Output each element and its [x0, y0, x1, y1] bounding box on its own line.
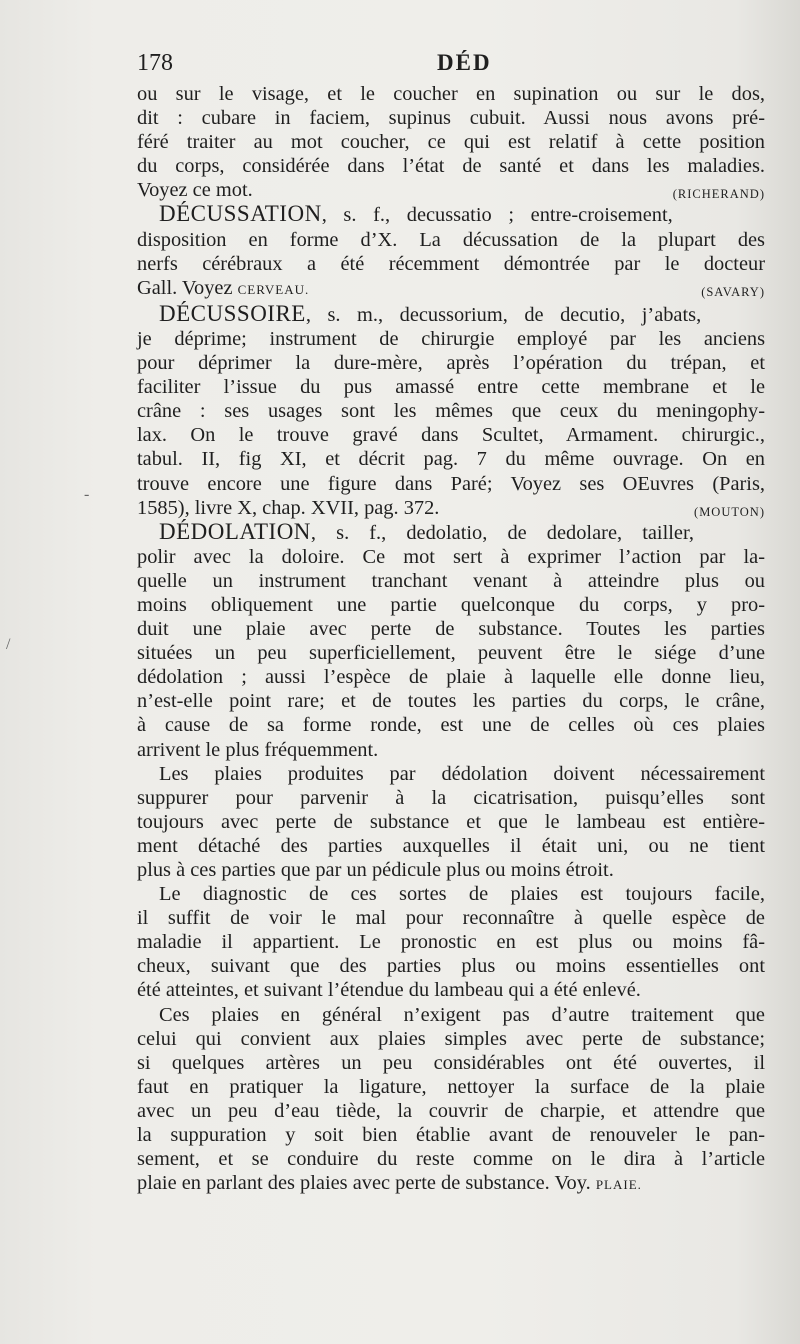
paragraph-traitement	[137, 1003, 765, 1027]
text-line: celui qui convient aux plaies simples avec perte de substance;	[137, 1027, 765, 1050]
entry-dedolation	[137, 520, 765, 545]
entry-headword: DÉDOLATION	[159, 518, 311, 544]
text-line: la suppuration y soit bien établie avant de renouveler le pan-	[137, 1124, 765, 1147]
text-line: toujours avec perte de substance et que le lambeau est entière-	[137, 810, 765, 833]
body-text	[137, 82, 765, 1197]
text-line	[137, 1171, 765, 1197]
text-line: lax. On le trouve gravé dans Scultet, Armament. chirurgic.,	[137, 424, 765, 447]
text-span: plaie en parlant des plaies avec perte de substance. Voy.	[137, 1172, 591, 1195]
paragraph-suppuration-body	[137, 786, 765, 882]
text-line: arrivent le plus fréquemment.	[137, 738, 379, 761]
text-line: suppurer pour parvenir à la cicatrisation, puisqu’elles sont	[137, 786, 765, 809]
text-line	[137, 178, 765, 202]
text-line: polir avec la doloire. Ce mot sert à exprimer l’action par la-	[137, 545, 765, 568]
text-span: , s. f., dedolatio, de dedolare, tailler,	[310, 521, 695, 544]
text-line: à cause de sa forme ronde, est une de celles où ces plaies	[137, 714, 765, 737]
text-line: je déprime; instrument de chirurgie employé par les anciens	[137, 327, 765, 350]
text-span: Voyez ce mot.	[137, 179, 253, 202]
paragraph-diagnostic	[137, 882, 765, 906]
entry-dedolation-body	[137, 545, 765, 762]
paragraph-coucher	[137, 82, 765, 202]
text-line: faut en pratiquer la ligature, nettoyer la surface de la plaie	[137, 1075, 765, 1098]
page-header	[137, 50, 765, 80]
text-line: tabul. II, fig XI, et décrit pag. 7 du même ouvrage. On en	[137, 448, 765, 471]
entry-decussoire-body	[137, 327, 765, 520]
text-line: été atteintes, et suivant l’étendue du lambeau qui a été enlevé.	[137, 979, 641, 1002]
text-span: Gall. Voyez	[137, 276, 233, 299]
text-line: plus à ces parties que par un pédicule plus ou moins étroit.	[137, 859, 614, 881]
cross-reference: PLAIE.	[595, 1177, 642, 1193]
text-line: trouve encore une figure dans Paré; Voyez ses OEuvres (Paris,	[137, 472, 765, 495]
text-line: Ces plaies en général n’exigent pas d’autre traitement que	[159, 1003, 765, 1026]
paragraph-suppuration	[137, 762, 765, 786]
author-signature: (RICHERAND)	[672, 187, 765, 202]
entry-headword: DÉCUSSATION	[159, 201, 322, 227]
text-line: dit : cubare in faciem, supinus cubuit. Aussi nous avons pré-	[137, 107, 765, 130]
text-line: maladie il appartient. Le pronostic en est plus ou moins fâ-	[137, 931, 765, 954]
text-line: féré traiter au mot coucher, ce qui est relatif à cette position	[137, 131, 765, 154]
text-line: Le diagnostic de ces sortes de plaies est toujours facile,	[159, 883, 765, 906]
text-line: Les plaies produites par dédolation doivent nécessairement	[159, 762, 765, 785]
text-line: nerfs cérébraux a été récemment démontrée par le docteur	[137, 252, 765, 275]
text-line: ou sur le visage, et le coucher en supination ou sur le dos,	[137, 83, 765, 105]
margin-mark: /	[6, 636, 11, 653]
text-line	[137, 276, 765, 302]
running-head: DÉD	[437, 50, 492, 75]
entry-decussation-body	[137, 228, 765, 302]
margin-mark: -	[84, 486, 90, 503]
text-span: , s. f., decussatio ; entre-croisement,	[321, 204, 673, 227]
author-signature: (SAVARY)	[701, 284, 765, 299]
text-line	[137, 496, 765, 520]
text-line: du corps, considérée dans l’état de santé et dans les maladies.	[137, 155, 765, 178]
text-line: dédolation ; aussi l’espèce de plaie à laquelle elle donne lieu,	[137, 666, 765, 689]
entry-decussation	[137, 202, 765, 227]
entry-decussoire	[137, 302, 765, 327]
paragraph-traitement-body	[137, 1027, 765, 1198]
page-number: 178	[137, 50, 173, 76]
text-line: il suffit de voir le mal pour reconnaître à quelle espèce de	[137, 907, 765, 930]
text-line: sement, et se conduire du reste comme on le dira à l’article	[137, 1148, 765, 1171]
text-line: crâne : ses usages sont les mêmes que ceux du meningophy-	[137, 400, 765, 423]
text-line: ment détaché des parties auxquelles il était uni, ou ne tient	[137, 834, 765, 857]
text-line: avec un peu d’eau tiède, la couvrir de charpie, et attendre que	[137, 1099, 765, 1122]
text-line: faciliter l’issue du pus amassé entre cette membrane et le	[137, 376, 765, 399]
entry-headword: DÉCUSSOIRE	[159, 300, 306, 326]
text-line: quelle un instrument tranchant venant à atteindre plus ou	[137, 569, 765, 592]
text-line	[159, 520, 765, 545]
text-line: si quelques artères un peu considérables ont été ouvertes, il	[137, 1051, 765, 1074]
text-line: cheux, suivant que des parties plus ou moins essentielles ont	[137, 955, 765, 978]
text-span: , s. m., decussorium, de decutio, j’abats,	[305, 303, 702, 326]
author-signature: (MOUTON)	[694, 504, 765, 519]
text-line: pour déprimer la dure-mère, après l’opération du trépan, et	[137, 352, 765, 375]
text-line: disposition en forme d’X. La décussation de la plupart des	[137, 228, 765, 251]
text-line: moins obliquement une partie quelconque du corps, y pro-	[137, 593, 765, 616]
text-span: 1585), livre X, chap. XVII, pag. 372.	[137, 496, 440, 519]
cross-reference: CERVEAU.	[237, 281, 310, 297]
text-line: duit une plaie avec perte de substance. Toutes les parties	[137, 618, 765, 641]
paragraph-diagnostic-body	[137, 906, 765, 1002]
text-line	[159, 302, 765, 327]
text-line: situées un peu superficiellement, peuvent être le siége d’une	[137, 642, 765, 665]
text-line: n’est-elle point rare; et de toutes les parties du corps, le crâne,	[137, 690, 765, 713]
